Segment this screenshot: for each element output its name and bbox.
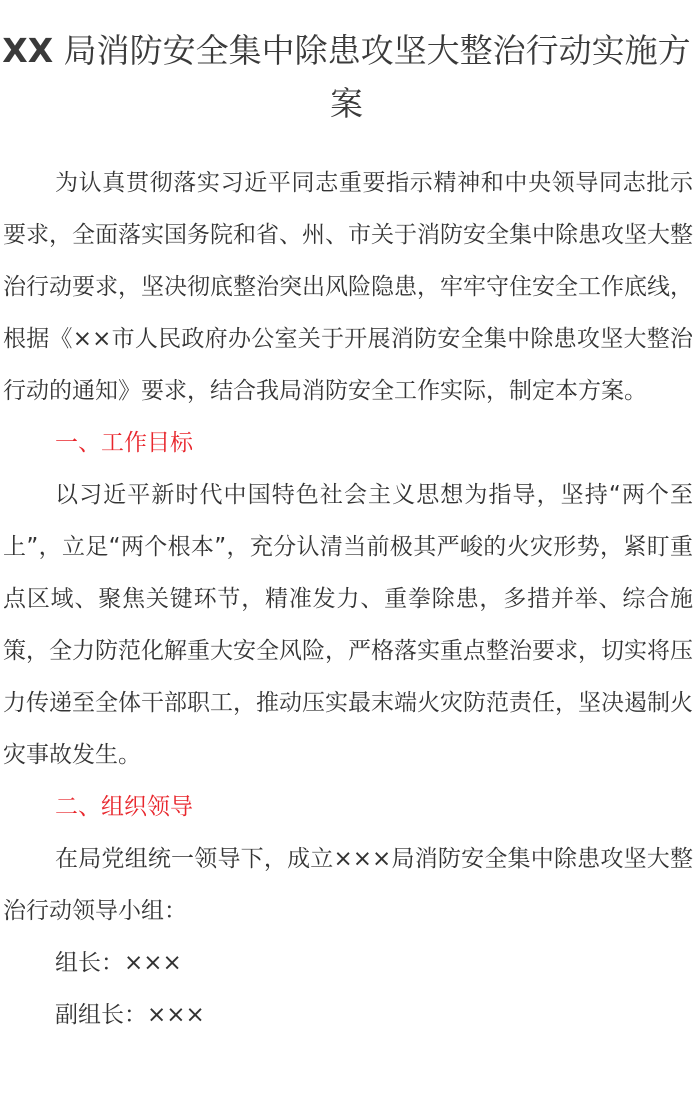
work-goals-paragraph: 以习近平新时代中国特色社会主义思想为指导，坚持“两个至上”，立足“两个根本”，充分认清当前极其严峻的火灾形势，紧盯重点区域、聚焦关键环节，精准发力、重拳除患，多措并举、综合施策，全力防范化解重大安全风险，严格落实重点整治要求，切实将压力传递至全体干部职工，推动压实最末端火灾防范责任，坚决遏制火灾事故发生。: [3, 482, 693, 768]
document-body: [3, 157, 693, 1041]
deputy-leader-line: 副组长：×××: [55, 1002, 205, 1028]
organization-paragraph: 在局党组统一领导下，成立×××局消防安全集中除患攻坚大整治行动领导小组：: [3, 846, 693, 924]
section-heading-organization: 二、组织领导: [55, 794, 193, 820]
document-title-main: 局消防安全集中除患攻坚大整治行动实施方案: [53, 31, 691, 123]
intro-paragraph: 为认真贯彻落实习近平同志重要指示精神和中央领导同志批示要求，全面落实国务院和省、州、市关于消防安全集中除患攻坚大整治行动要求，坚决彻底整治突出风险隐患，牢牢守住安全工作底线，根据《××市人民政府办公室关于开展消防安全集中除患攻坚大整治行动的通知》要求，结合我局消防安全工作实际，制定本方案。: [3, 170, 693, 404]
team-leader-line: 组长：×××: [55, 950, 182, 976]
document-title-prefix: XX: [2, 31, 54, 70]
document-title: [0, 24, 693, 130]
section-heading-work-goals: 一、工作目标: [55, 430, 193, 456]
